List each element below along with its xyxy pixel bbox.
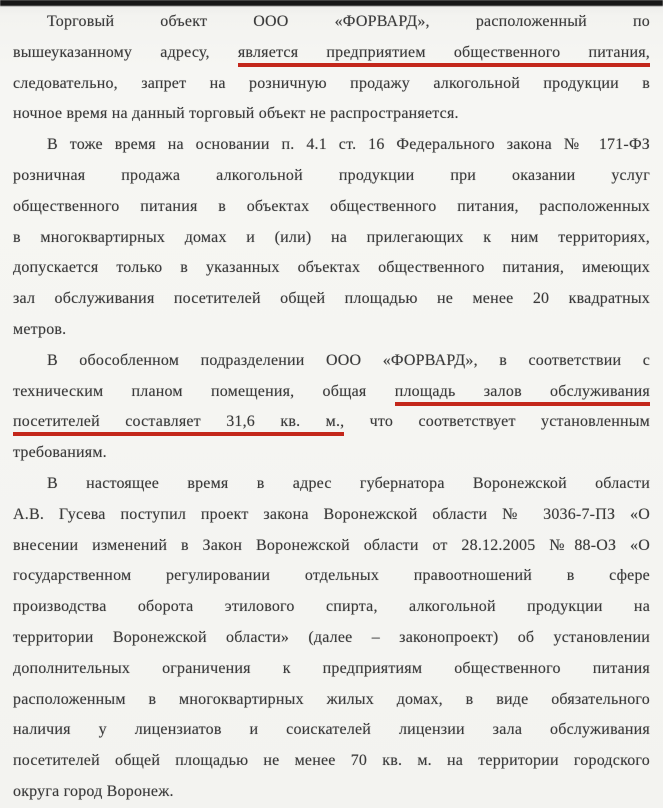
text-run: допускается только в указанных объектах общественного питания, имеющих <box>13 259 650 277</box>
text-run: следовательно, запрет на розничную продажу алкогольной продукции в <box>13 74 650 92</box>
red-underlined-text: является предприятием общественного питания, <box>238 44 650 67</box>
text-run: посетителей общей площадью не менее 70 кв. м. на территории городского <box>13 752 650 770</box>
text-run: округа город Воронеж. <box>13 782 174 800</box>
text-line <box>13 531 650 562</box>
text-run: вышеуказанному адресу, <box>13 43 238 61</box>
text-line <box>13 377 650 408</box>
scan-edge-artifact <box>0 0 663 6</box>
text-run: в многоквартирных домах и (или) на прилегающих к ним территориях, <box>13 228 650 246</box>
text-run: В тоже время на основании п. 4.1 ст. 16 Федерального закона № 171-ФЗ <box>47 136 650 154</box>
text-run: расположенным в многоквартирных жилых домах, в виде обязательного <box>13 690 650 708</box>
text-run: наличия у лицензиатов и соискателей лицензии зала обслуживания <box>13 721 650 739</box>
text-line <box>13 130 650 161</box>
text-line <box>13 315 650 346</box>
document-body <box>13 7 650 808</box>
text-run: В обособленном подразделении ООО «ФОРВАРД», в соответствии с <box>47 351 650 369</box>
text-line <box>13 777 650 808</box>
text-line <box>13 253 650 284</box>
paragraph <box>13 469 650 808</box>
text-run: А.В. Гусева поступил проект закона Воронежской области № 3036-7-ПЗ «О <box>13 505 650 523</box>
text-run: территории Воронежской области» (далее – законопроект) об установлении <box>13 628 650 646</box>
text-run: общественного питания в объектах общественного питания, расположенных <box>13 197 650 215</box>
text-line <box>13 469 650 500</box>
paragraph <box>13 130 650 346</box>
text-line <box>13 161 650 192</box>
text-line <box>13 623 650 654</box>
text-line <box>13 38 650 69</box>
text-run: государственном регулировании отдельных правоотношений в сфере <box>13 567 650 585</box>
text-line <box>13 346 650 377</box>
text-line <box>13 746 650 777</box>
text-run: внесении изменений в Закон Воронежской области от 28.12.2005 №88-ОЗ «О <box>13 536 650 554</box>
text-run: розничная продажа алкогольной продукции при оказании услуг <box>13 166 650 184</box>
text-line <box>13 7 650 38</box>
text-line <box>13 192 650 223</box>
text-run: что соответствует установленным <box>344 413 650 431</box>
text-line <box>13 685 650 716</box>
text-line <box>13 715 650 746</box>
text-line <box>13 69 650 100</box>
red-underlined-text: посетителей составляет 31,6 кв. м., <box>13 413 344 436</box>
text-run: зал обслуживания посетителей общей площадью не менее 20 квадратных <box>13 290 650 308</box>
paragraph <box>13 346 650 469</box>
text-line <box>13 438 650 469</box>
text-run: метров. <box>13 320 67 338</box>
text-run: производства оборота этилового спирта, алкогольной продукции на <box>13 598 650 616</box>
text-run: Торговый объект ООО «ФОРВАРД», расположенный по <box>47 13 650 30</box>
text-line <box>13 284 650 315</box>
text-line <box>13 99 650 130</box>
text-run: техническим планом помещения, общая <box>13 382 395 400</box>
text-run: В настоящее время в адрес губернатора Воронежской области <box>47 474 650 492</box>
text-run: дополнительных ограничения к предприятиям общественного питания <box>13 659 650 677</box>
red-underlined-text: площадь залов обслуживания <box>395 383 650 406</box>
text-run: ночное время на данный торговый объект не распространяется. <box>13 105 459 123</box>
text-line <box>13 500 650 531</box>
text-line <box>13 407 650 438</box>
text-line <box>13 654 650 685</box>
text-line <box>13 592 650 623</box>
paragraph <box>13 7 650 130</box>
text-line <box>13 561 650 592</box>
text-run: требованиям. <box>13 444 107 462</box>
text-line <box>13 223 650 254</box>
